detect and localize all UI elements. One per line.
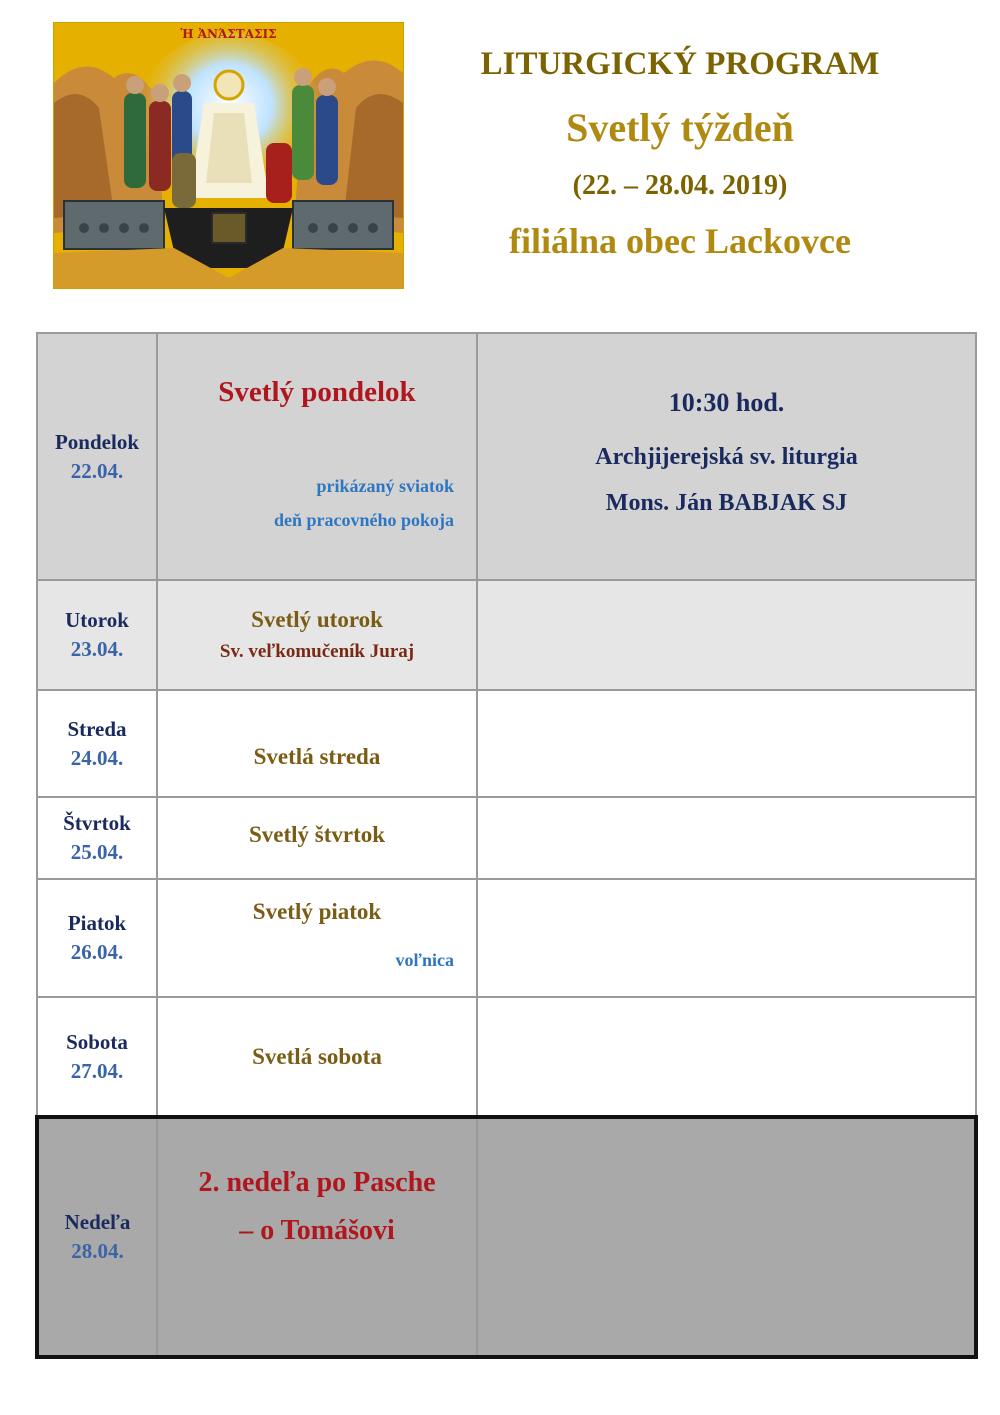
service-time: 10:30 hod. — [668, 387, 785, 417]
feast-name: Svetlý piatok — [252, 899, 382, 924]
day-date: 27.04. — [70, 1058, 124, 1083]
day-date: 28.04. — [71, 1239, 124, 1263]
place-name: filiálna obec Lackovce — [509, 221, 851, 261]
day-date: 26.04. — [70, 940, 124, 964]
day-cell — [37, 879, 157, 997]
table-row — [37, 1117, 976, 1357]
table-row — [37, 797, 976, 879]
day-cell — [37, 1117, 157, 1357]
date-range: (22. – 28.04. 2019) — [572, 170, 788, 201]
day-name: Štvrtok — [63, 811, 131, 835]
feast-note: prikázaný sviatok — [316, 476, 454, 496]
icon-inscription: Ἡ ἈΝΆΣΤΑΣΙΣ — [180, 27, 277, 41]
feast-cell — [157, 797, 477, 879]
service-line: Archjijerejská sv. liturgia — [595, 443, 858, 470]
service-cell — [477, 690, 976, 797]
day-name: Streda — [67, 716, 127, 741]
day-cell — [37, 997, 157, 1117]
feast-cell — [157, 879, 477, 997]
day-date: 23.04. — [70, 637, 124, 661]
day-name: Utorok — [65, 608, 129, 632]
page-title: LITURGICKÝ PROGRAM — [480, 46, 880, 82]
feast-note: voľnica — [395, 950, 454, 970]
feast-subtitle: Sv. veľkomučeník Juraj — [219, 641, 415, 662]
day-date: 25.04. — [70, 840, 124, 864]
feast-cell — [157, 580, 477, 690]
day-cell — [37, 333, 157, 580]
service-cell — [477, 580, 976, 690]
table-row — [37, 333, 976, 580]
table-row — [37, 580, 976, 690]
service-line: Mons. Ján BABJAK SJ — [605, 489, 848, 516]
feast-name: Svetlý utorok — [251, 607, 383, 632]
feast-cell — [157, 1117, 477, 1357]
service-cell — [477, 797, 976, 879]
day-date: 24.04. — [70, 745, 124, 770]
day-name: Sobota — [66, 1029, 128, 1054]
service-cell — [477, 879, 976, 997]
table-row — [37, 690, 976, 797]
resurrection-icon — [53, 22, 404, 289]
feast-name: Svetlá sobota — [252, 1043, 382, 1069]
day-cell — [37, 580, 157, 690]
feast-name: Svetlý štvrtok — [248, 822, 386, 847]
service-cell — [477, 997, 976, 1117]
table-row — [37, 879, 976, 997]
feast-cell — [157, 333, 477, 580]
service-cell — [477, 333, 976, 580]
feast-name: Svetlý pondelok — [218, 376, 416, 408]
feast-name-line2: – o Tomášovi — [239, 1215, 395, 1246]
service-cell — [477, 1117, 976, 1357]
day-name: Piatok — [67, 911, 127, 935]
table-row — [37, 997, 976, 1117]
day-cell — [37, 690, 157, 797]
feast-name: 2. nedeľa po Pasche — [198, 1167, 436, 1198]
day-date: 22.04. — [70, 458, 124, 483]
feast-cell — [157, 690, 477, 797]
feast-cell — [157, 997, 477, 1117]
week-title: Svetlý týždeň — [566, 105, 794, 150]
schedule-table — [35, 332, 978, 1359]
day-name: Pondelok — [54, 429, 140, 454]
day-name: Nedeľa — [64, 1210, 131, 1234]
feast-name: Svetlá streda — [253, 743, 381, 769]
day-cell — [37, 797, 157, 879]
feast-note: deň pracovného pokoja — [273, 510, 454, 530]
